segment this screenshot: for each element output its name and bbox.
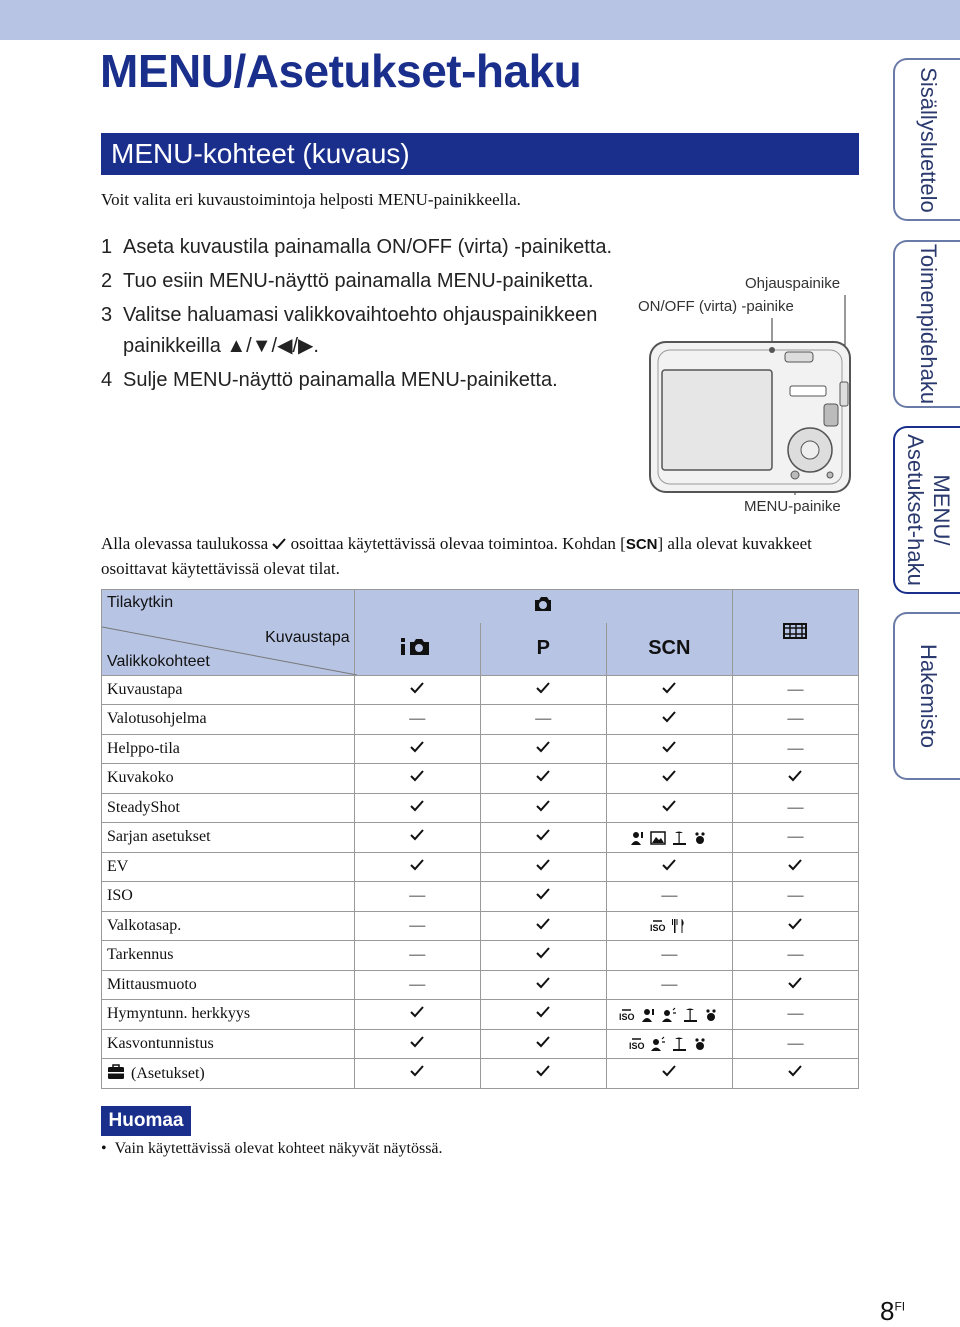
- table-cell: [732, 941, 858, 971]
- top-bar: [0, 0, 960, 40]
- tab-operation-search[interactable]: [893, 240, 960, 408]
- row-label-text: Kuvakoko: [107, 769, 174, 787]
- cell-value: —: [409, 946, 426, 964]
- mode-switch-header: Tilakytkin: [102, 590, 355, 623]
- table-cell: [732, 852, 858, 882]
- check-icon: [536, 800, 550, 812]
- table-row: [102, 734, 859, 764]
- step-text: Tuo esiin MENU-näyttö painamalla MENU-painiketta.: [123, 270, 594, 292]
- table-cell: [732, 911, 858, 941]
- step-number: 3: [101, 304, 113, 326]
- check-icon: [536, 947, 550, 959]
- row-label-text: EV: [107, 857, 129, 875]
- table-cell: [480, 1059, 606, 1089]
- check-icon: [788, 859, 802, 871]
- check-icon: [788, 918, 802, 930]
- table-cell: [732, 734, 858, 764]
- gourmet-icon: [671, 918, 688, 934]
- table-row: [102, 882, 859, 912]
- check-icon: [662, 711, 676, 723]
- beach-icon: [671, 830, 688, 846]
- table-cell: [480, 941, 606, 971]
- table-cell: [606, 970, 732, 1000]
- cell-value: —: [787, 798, 804, 816]
- table-cell: [606, 1029, 732, 1059]
- table-cell: [732, 882, 858, 912]
- table-description: [101, 532, 861, 581]
- tab-label: Hakemisto: [915, 644, 941, 748]
- svg-text:ISO: ISO: [618, 1011, 635, 1022]
- row-label-text: Kuvaustapa: [107, 680, 183, 698]
- cell-value: —: [661, 975, 678, 993]
- svg-text:ISO: ISO: [650, 923, 666, 934]
- beach-icon: [671, 1036, 688, 1052]
- cell-value: —: [787, 680, 804, 698]
- table-cell: [480, 764, 606, 794]
- table-row: [102, 911, 859, 941]
- soft-skin-icon: [661, 1007, 678, 1023]
- pet-icon: [692, 830, 709, 846]
- check-icon: [536, 1036, 550, 1048]
- step-text: Aseta kuvaustila painamalla ON/OFF (virta) -painiketta.: [123, 236, 613, 258]
- table-cell: [480, 882, 606, 912]
- tab-label: Sisällysluettelo: [915, 66, 941, 213]
- table-cell: [732, 1029, 858, 1059]
- table-cell: [606, 911, 732, 941]
- high-sensitivity-icon: [619, 1007, 636, 1023]
- table-row: [102, 705, 859, 735]
- table-cell: [354, 793, 480, 823]
- table-cell: [732, 970, 858, 1000]
- menu-items-table: [101, 589, 859, 1089]
- step-item: [101, 300, 641, 362]
- diagonal-header-cell: [102, 623, 355, 676]
- table-cell: [480, 1029, 606, 1059]
- check-icon: [410, 859, 424, 871]
- cell-value: —: [787, 828, 804, 846]
- row-label: [102, 852, 355, 882]
- check-icon: [536, 770, 550, 782]
- row-label: [102, 911, 355, 941]
- cell-value: —: [787, 739, 804, 757]
- row-label: [102, 764, 355, 794]
- table-cell: [480, 911, 606, 941]
- menu-items-header: Valikkokohteet: [107, 652, 210, 670]
- table-cell: [354, 911, 480, 941]
- table-cell: [480, 970, 606, 1000]
- table-cell: [354, 970, 480, 1000]
- cell-value: —: [787, 946, 804, 964]
- table-cell: [732, 1059, 858, 1089]
- portrait-icon: [640, 1007, 657, 1023]
- table-row: [102, 941, 859, 971]
- table-cell: [606, 882, 732, 912]
- check-icon: [410, 1065, 424, 1077]
- row-label-text: Helppo-tila: [107, 739, 180, 757]
- table-row: [102, 764, 859, 794]
- check-icon: [536, 1006, 550, 1018]
- step-list: [101, 232, 641, 399]
- table-cell: [732, 1000, 858, 1030]
- table-row: [102, 823, 859, 853]
- row-label: [102, 941, 355, 971]
- row-label: [102, 734, 355, 764]
- row-label: [102, 823, 355, 853]
- check-icon: [536, 859, 550, 871]
- control-button-label: Ohjauspainike: [745, 275, 841, 292]
- row-label-text: SteadyShot: [107, 798, 180, 816]
- cell-value: —: [787, 887, 804, 905]
- check-icon: [788, 1065, 802, 1077]
- table-cell: [606, 1000, 732, 1030]
- check-icon: [536, 741, 550, 753]
- intro-text: Voit valita eri kuvaustoimintoja helposti MENU-painikkeella.: [101, 190, 521, 209]
- row-label-text: Hymyntunn. herkkyys: [107, 1005, 251, 1023]
- table-row: [102, 1029, 859, 1059]
- table-cell: [480, 793, 606, 823]
- check-icon: [536, 1065, 550, 1077]
- row-label: [102, 882, 355, 912]
- intelligent-auto-header: [354, 623, 480, 676]
- section-heading: MENU-kohteet (kuvaus): [101, 133, 859, 175]
- check-icon: [788, 770, 802, 782]
- soft-skin-icon: [650, 1036, 667, 1052]
- table-cell: [354, 882, 480, 912]
- movie-mode-header: [732, 590, 858, 676]
- program-auto-header: P: [480, 623, 606, 676]
- page-language: FI: [894, 1299, 906, 1314]
- table-cell: [480, 734, 606, 764]
- cell-value: —: [409, 916, 426, 934]
- row-label: [102, 1059, 355, 1089]
- toolbox-icon: [107, 1064, 125, 1080]
- table-row: [102, 793, 859, 823]
- check-icon: [410, 741, 424, 753]
- table-cell: [606, 705, 732, 735]
- row-label-text: Sarjan asetukset: [107, 828, 211, 846]
- table-cell: [480, 852, 606, 882]
- table-cell: [606, 734, 732, 764]
- cell-value: —: [409, 887, 426, 905]
- step-item: [101, 232, 641, 263]
- table-cell: [732, 764, 858, 794]
- table-cell: [354, 764, 480, 794]
- power-button-label: ON/OFF (virta) -painike: [638, 298, 794, 315]
- high-sensitivity-icon: [629, 1036, 646, 1052]
- row-label-text: ISO: [107, 887, 133, 905]
- check-icon: [662, 682, 676, 694]
- cell-value: —: [661, 946, 678, 964]
- shooting-mode-header: Kuvaustapa: [265, 628, 350, 646]
- svg-text:ISO: ISO: [629, 1041, 645, 1052]
- table-cell: [606, 852, 732, 882]
- tab-table-of-contents[interactable]: [893, 58, 960, 221]
- camera-mode-header: [354, 590, 732, 623]
- cell-value: —: [787, 1005, 804, 1023]
- table-cell: [354, 1000, 480, 1030]
- table-cell: [606, 764, 732, 794]
- page-number: [880, 1296, 905, 1327]
- table-cell: [354, 675, 480, 705]
- pet-icon: [703, 1007, 720, 1023]
- description-text: Alla olevassa taulukossa: [101, 534, 269, 553]
- menu-button-label: MENU-painike: [744, 498, 841, 515]
- row-label: [102, 970, 355, 1000]
- step-text: Sulje MENU-näyttö painamalla MENU-painiketta.: [123, 369, 558, 391]
- portrait-icon: [629, 830, 646, 846]
- table-cell: [354, 823, 480, 853]
- note-text: • Vain käytettävissä olevat kohteet näkyvät näytössä.: [101, 1140, 443, 1157]
- check-icon: [410, 1036, 424, 1048]
- cell-value: —: [535, 710, 552, 728]
- step-number: 4: [101, 369, 113, 391]
- check-icon: [410, 1006, 424, 1018]
- row-label: [102, 705, 355, 735]
- row-label-text: Mittausmuoto: [107, 975, 197, 993]
- table-row: [102, 1059, 859, 1089]
- table-cell: [732, 705, 858, 735]
- movie-icon: [782, 619, 808, 641]
- check-icon: [410, 800, 424, 812]
- table-cell: [732, 823, 858, 853]
- table-cell: [606, 941, 732, 971]
- page-title: MENU/Asetukset-haku: [100, 45, 582, 97]
- cell-value: —: [409, 975, 426, 993]
- table-cell: [354, 734, 480, 764]
- step-item: [101, 365, 641, 396]
- row-label-text: Kasvontunnistus: [107, 1034, 214, 1052]
- check-icon: [662, 800, 676, 812]
- table-cell: [480, 705, 606, 735]
- table-body: [102, 675, 859, 1088]
- check-icon: [272, 538, 286, 550]
- check-icon: [410, 682, 424, 694]
- check-icon: [410, 770, 424, 782]
- row-label-text: (Asetukset): [131, 1064, 205, 1082]
- step-item: [101, 266, 641, 297]
- camera-icon: [532, 595, 554, 613]
- check-icon: [536, 682, 550, 694]
- scn-label: SCN: [625, 536, 658, 553]
- row-label: [102, 1000, 355, 1030]
- check-icon: [662, 1065, 676, 1077]
- table-row: [102, 970, 859, 1000]
- row-label-text: Valkotasap.: [107, 916, 182, 934]
- tab-label: MENU/ Asetukset-haku: [902, 434, 954, 586]
- page-number-value: 8: [880, 1296, 895, 1326]
- row-label: [102, 793, 355, 823]
- table-cell: [480, 1000, 606, 1030]
- note-bullet-text: Vain käytettävissä olevat kohteet näkyvät näytössä.: [114, 1140, 443, 1157]
- table-cell: [480, 675, 606, 705]
- table-row: [102, 1000, 859, 1030]
- row-label-text: Tarkennus: [107, 946, 174, 964]
- check-icon: [536, 977, 550, 989]
- intelligent-auto-icon: [399, 635, 435, 657]
- check-icon: [662, 741, 676, 753]
- high-sensitivity-icon: [650, 918, 667, 934]
- table-cell: [732, 793, 858, 823]
- scene-selection-header: SCN: [606, 623, 732, 676]
- check-icon: [662, 859, 676, 871]
- pet-icon: [692, 1036, 709, 1052]
- table-cell: [606, 793, 732, 823]
- cell-value: —: [787, 1034, 804, 1052]
- row-label: [102, 1029, 355, 1059]
- step-number: 1: [101, 236, 113, 258]
- description-text: ] alla olevat kuvakkeet osoittavat käytettävissä olevat tilat.: [101, 534, 812, 578]
- tab-menu-settings-search[interactable]: [893, 426, 960, 594]
- check-icon: [788, 977, 802, 989]
- cell-value: —: [661, 887, 678, 905]
- tab-index[interactable]: [893, 612, 960, 780]
- table-row: [102, 675, 859, 705]
- cell-value: —: [409, 710, 426, 728]
- step-number: 2: [101, 270, 113, 292]
- tab-label: Toimenpidehaku: [915, 243, 941, 405]
- beach-icon: [682, 1007, 699, 1023]
- check-icon: [536, 888, 550, 900]
- table-cell: [354, 1029, 480, 1059]
- table-cell: [606, 675, 732, 705]
- check-icon: [536, 918, 550, 930]
- table-cell: [480, 823, 606, 853]
- check-icon: [410, 829, 424, 841]
- landscape-icon: [650, 830, 667, 846]
- table-cell: [354, 852, 480, 882]
- table-cell: [354, 705, 480, 735]
- check-icon: [662, 770, 676, 782]
- row-label-text: Valotusohjelma: [107, 710, 207, 728]
- step-text: Valitse haluamasi valikkovaihtoehto ohjauspainikkeen painikkeilla ▲/▼/◀/▶.: [123, 304, 598, 357]
- check-icon: [536, 829, 550, 841]
- cell-value: —: [787, 710, 804, 728]
- table-row: [102, 852, 859, 882]
- note-badge: Huomaa: [101, 1106, 191, 1136]
- description-text: osoittaa käytettävissä olevaa toimintoa. Kohdan [: [290, 534, 626, 553]
- camera-illustration: [630, 290, 860, 510]
- row-label: [102, 675, 355, 705]
- table-cell: [354, 1059, 480, 1089]
- table-cell: [354, 941, 480, 971]
- table-cell: [606, 1059, 732, 1089]
- table-cell: [606, 823, 732, 853]
- table-cell: [732, 675, 858, 705]
